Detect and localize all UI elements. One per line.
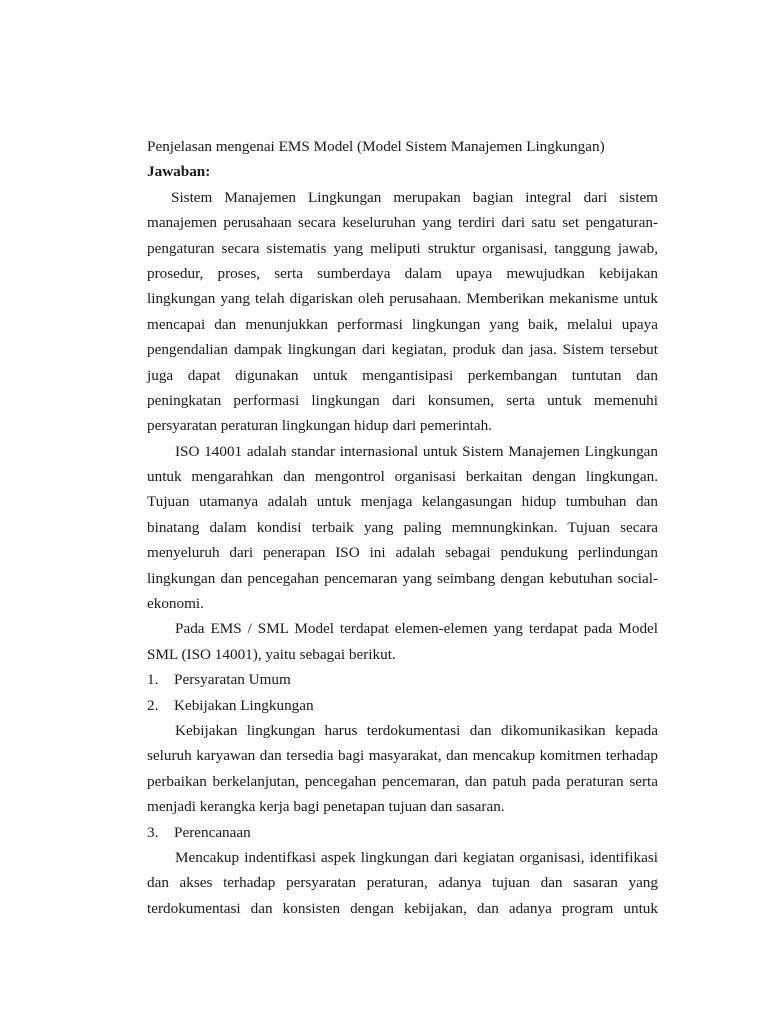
text-line: ekonomi.	[147, 595, 204, 613]
paragraph-ems-definition	[147, 185, 658, 439]
list-label: Persyaratan Umum	[174, 671, 291, 689]
paragraph-elements-intro	[147, 616, 658, 667]
text-line: manajemen perusahaan secara keseluruhan yang terdiri dari satu set pengaturan-	[147, 214, 658, 232]
paragraph-kebijakan	[147, 718, 658, 820]
list-number: 2.	[147, 696, 159, 714]
list-item-perencanaan	[147, 820, 658, 845]
text-line: peningkatan performasi lingkungan dari konsumen, serta untuk memenuhi	[147, 391, 658, 409]
text-line: persyaratan peraturan lingkungan hidup dari pemerintah.	[147, 417, 492, 435]
text-line: perbaikan berkelanjutan, pencegahan pencemaran, dan patuh pada peraturan serta	[147, 772, 658, 790]
text-line: lingkungan dan pencegahan pencemaran yang seimbang dengan kebutuhan social-	[147, 569, 658, 587]
text-line: juga dapat digunakan untuk mengantisipasi perkembangan tuntutan dan	[147, 366, 658, 384]
answer-label: Jawaban:	[147, 163, 211, 181]
text-line: menyeluruh dari penerapan ISO ini adalah sebagai pendukung perlindungan	[147, 544, 658, 562]
text-line: binatang dalam kondisi terbaik yang paling memnungkinkan. Tujuan secara	[147, 518, 658, 536]
list-number: 3.	[147, 823, 159, 841]
text-line: Kebijakan lingkungan harus terdokumentasi dan dikomunikasikan kepada	[175, 721, 658, 739]
list-item-persyaratan-umum	[147, 667, 658, 692]
text-line: menjadi kerangka kerja bagi penetapan tujuan dan sasaran.	[147, 798, 505, 816]
text-line: pengaturan secara sistematis yang meliputi struktur organisasi, tanggung jawab,	[147, 239, 658, 257]
list-number: 1.	[147, 671, 159, 689]
text-line: untuk mengarahkan dan mengontrol organisasi berkaitan dengan lingkungan.	[147, 468, 658, 486]
text-line: SML (ISO 14001), yaitu sebagai berikut.	[147, 645, 396, 663]
text-line: pengendalian dampak lingkungan dari kegiatan, produk dan jasa. Sistem tersebut	[147, 341, 658, 359]
text-line: Sistem Manajemen Lingkungan merupakan bagian integral dari sistem	[171, 188, 658, 206]
text-line: Pada EMS / SML Model terdapat elemen-elemen yang terdapat pada Model	[175, 620, 658, 638]
list-label: Perencanaan	[174, 823, 251, 841]
text-line: dan akses terhadap persyaratan peraturan, adanya tujuan dan sasaran yang	[147, 874, 658, 892]
text-line: lingkungan yang telah digariskan oleh perusahaan. Memberikan mekanisme untuk	[147, 290, 658, 308]
text-line: ISO 14001 adalah standar internasional untuk Sistem Manajemen Lingkungan	[175, 442, 658, 460]
text-line: prosedur, proses, serta sumberdaya dalam upaya mewujudkan kebijakan	[147, 264, 658, 282]
list-label: Kebijakan Lingkungan	[174, 696, 314, 714]
document-heading: Penjelasan mengenai EMS Model (Model Sistem Manajemen Lingkungan)	[147, 138, 605, 155]
paragraph-perencanaan	[147, 845, 658, 921]
text-line: Tujuan utamanya adalah untuk menjaga kelangasungan hidup tumbuhan dan	[147, 493, 658, 511]
document-page	[147, 134, 658, 921]
list-item-kebijakan-lingkungan	[147, 693, 658, 718]
text-line: seluruh karyawan dan tersedia bagi masyarakat, dan mencakup komitmen terhadap	[147, 747, 658, 765]
text-line: Mencakup indentifkasi aspek lingkungan dari kegiatan organisasi, identifikasi	[175, 848, 658, 866]
text-line: mencapai dan menunjukkan performasi lingkungan yang baik, melalui upaya	[147, 315, 658, 333]
text-line: terdokumentasi dan konsisten dengan kebijakan, dan adanya program untuk	[147, 899, 658, 917]
paragraph-iso-14001	[147, 439, 658, 617]
